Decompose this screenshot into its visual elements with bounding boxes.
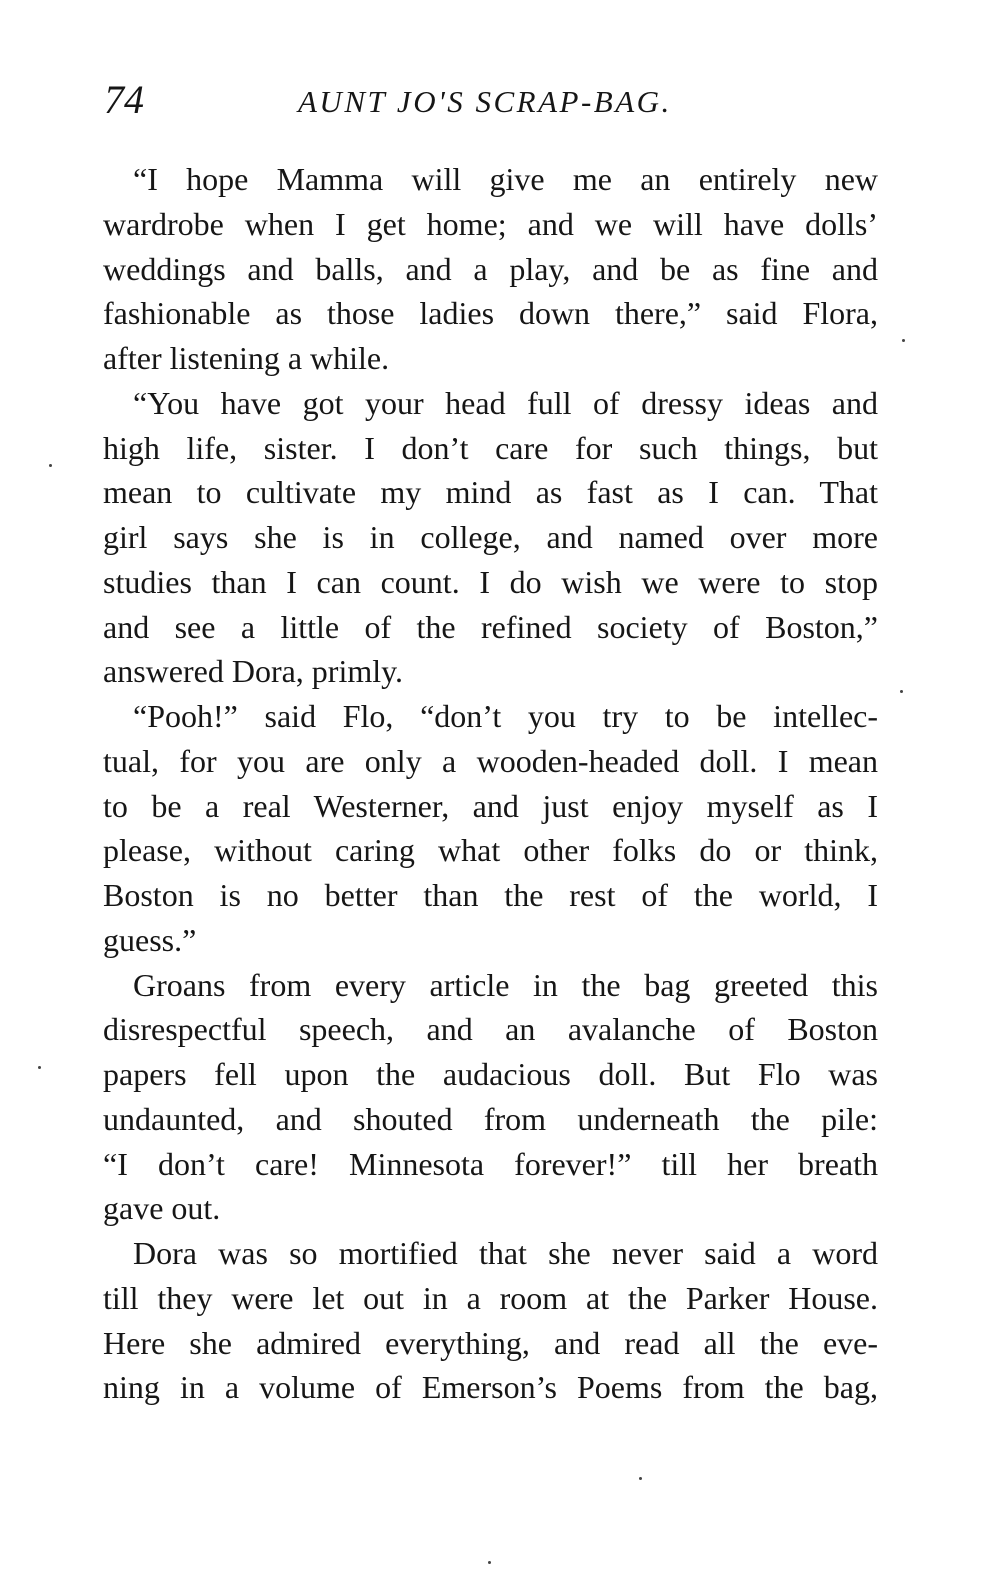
text-line: guess.” [103,921,197,958]
text-line: “I hope Mamma will give me an entirely new [133,161,878,197]
text-line: papers fell upon the audacious doll. But Flo was [103,1056,878,1092]
text-line: Boston is no better than the rest of the world, I [103,877,878,913]
text-line: undaunted, and shouted from underneath the pile: [103,1100,878,1137]
text-line: studies than I can count. I do wish we were to stop [103,563,878,600]
text-line: and see a little of the refined society of Boston,” [103,608,878,645]
text-line: “You have got your head full of dressy ideas and [133,384,878,421]
text-line: till they were let out in a room at the Parker House. [103,1279,878,1316]
page-number: 74 [104,77,144,122]
text-line: after listening a while. [103,340,390,376]
print-speck [488,1561,491,1564]
text-line: disrespectful speech, and an avalanche of Boston [103,1011,878,1048]
text-line: Here she admired everything, and read all the eve- [103,1324,878,1361]
text-line: to be a real Westerner, and just enjoy myself as I [103,787,878,824]
text-line: tual, for you are only a wooden-headed doll. I mean [103,742,878,779]
text-line: mean to cultivate my mind as fast as I can. That [103,474,878,511]
text-line: high life, sister. I don’t care for such things, but [103,429,878,466]
text-line: please, without caring what other folks do or think, [103,832,878,869]
text-line: weddings and balls, and a play, and be as fine and [103,250,878,287]
print-speck [38,1066,41,1069]
body-text [103,157,878,1410]
text-line: Dora was so mortified that she never said a word [133,1235,878,1271]
running-head: AUNT JO'S SCRAP-BAG. [298,84,672,119]
text-line: ning in a volume of Emerson’s Poems from the bag, [103,1369,878,1406]
print-speck [639,1477,642,1480]
print-speck [900,690,903,693]
print-speck [902,339,905,342]
text-line: answered Dora, primly. [103,653,404,690]
text-line: “I don’t care! Minnesota forever!” till her breath [103,1145,878,1182]
text-line: Groans from every article in the bag greeted this [133,966,878,1003]
print-speck [49,464,52,467]
text-line: fashionable as those ladies down there,” said Flora, [103,295,878,332]
text-line: girl says she is in college, and named over more [103,519,878,555]
text-line: wardrobe when I get home; and we will have dolls’ [103,205,878,242]
text-line: gave out. [103,1190,221,1227]
text-line: “Pooh!” said Flo, “don’t you try to be intellec- [133,698,878,734]
